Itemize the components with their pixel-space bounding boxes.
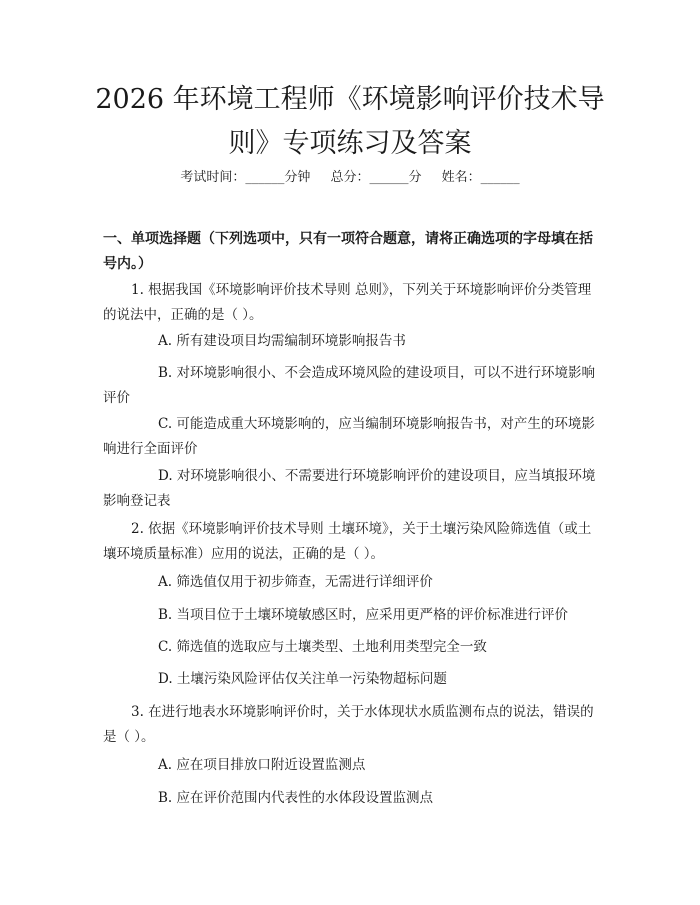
exam-score: 总分：______分 xyxy=(330,170,422,185)
question-3-option-b: B. 应在评价范围内代表性的水体段设置监测点 xyxy=(158,790,434,806)
question-1 xyxy=(103,278,598,328)
question-1-option-a: A. 所有建设项目均需编制环境影响报告书 xyxy=(158,333,406,349)
title-line-1: 2026 年环境工程师《环境影响评价技术导 xyxy=(95,84,605,115)
question-3 xyxy=(103,700,598,750)
question-1-option-c: C. 可能造成重大环境影响的，应当编制环境影响报告书，对产生的环境影响进行全面评价 xyxy=(103,416,595,457)
question-2-text: 2. 依据《环境影响评价技术导则 土壤环境》，关于土壤污染风险筛选值（或土壤环境质量标准）应用的说法，正确的是（ ）。 xyxy=(103,521,592,562)
question-2-option-a: A. 筛选值仅用于初步筛查，无需进行详细评价 xyxy=(158,574,433,590)
exam-meta xyxy=(0,168,700,188)
document-title xyxy=(60,78,640,166)
question-2-option-b: B. 当项目位于土壤环境敏感区时，应采用更严格的评价标准进行评价 xyxy=(158,607,569,623)
exam-time: 考试时间：______分钟 xyxy=(180,170,311,185)
question-1-text: 1. 根据我国《环境影响评价技术导则 总则》，下列关于环境影响评价分类管理的说法中，正确的是（ ）。 xyxy=(103,282,592,323)
question-2-option-c: C. 筛选值的选取应与土壤类型、土地利用类型完全一致 xyxy=(158,639,487,655)
question-1-option-d: D. 对环境影响很小、不需要进行环境影响评价的建设项目，应当填报环境影响登记表 xyxy=(103,468,596,509)
question-2-option-d: D. 土壤污染风险评估仅关注单一污染物超标问题 xyxy=(158,671,447,687)
question-3-text: 3. 在进行地表水环境影响评价时，关于水体现状水质监测布点的说法，错误的是（ ）。 xyxy=(103,704,594,745)
title-line-2: 则》专项练习及答案 xyxy=(228,128,472,159)
exam-name: 姓名：______ xyxy=(441,170,520,185)
question-2 xyxy=(103,517,598,567)
section-heading: 一、单项选择题（下列选项中，只有一项符合题意，请将正确选项的字母填在括号内。） xyxy=(103,231,593,272)
question-3-option-a: A. 应在项目排放口附近设置监测点 xyxy=(158,757,366,773)
question-1-option-b: B. 对环境影响很小、不会造成环境风险的建设项目，可以不进行环境影响评价 xyxy=(103,365,596,406)
